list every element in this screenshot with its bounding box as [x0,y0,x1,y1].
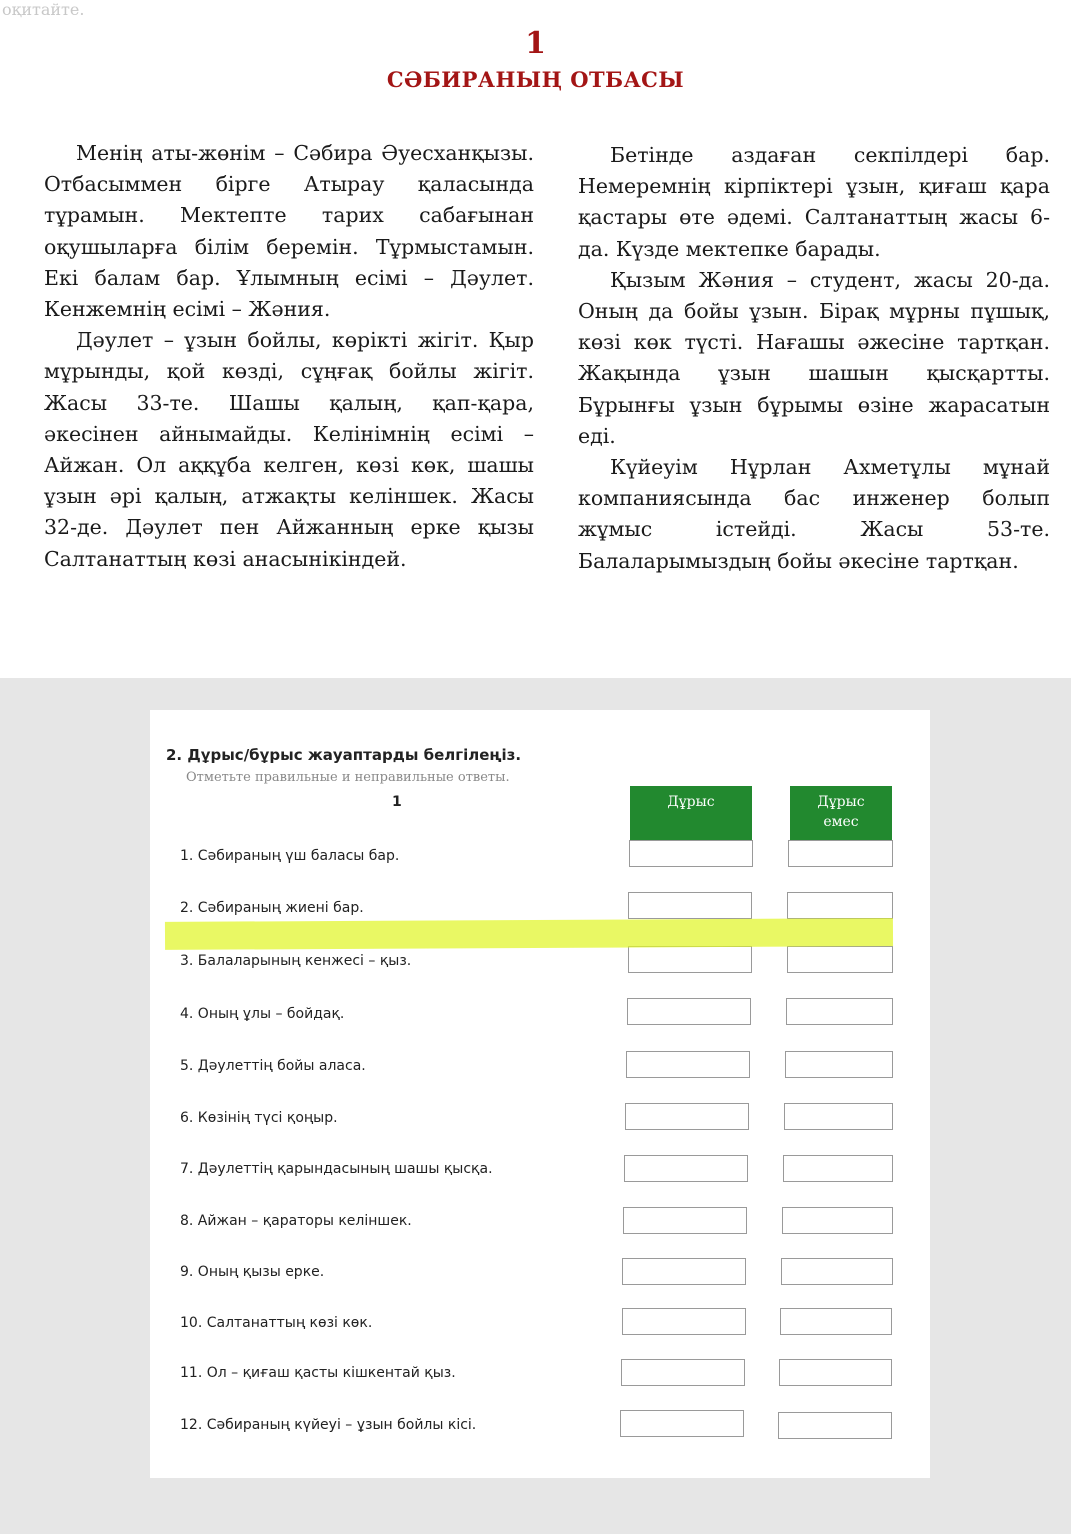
paragraph: Бетінде аздаған секпілдері бар. Немеремнің кірпіктері ұзын, қиғаш қара қастары өте әдемі. Салтанаттың жасы 6-да. Күзде мектепке барады. [578,143,1050,261]
statement-8: 8. Айжан – қараторы келіншек. [180,1213,412,1229]
answer-box-false-11[interactable] [779,1359,892,1386]
column-header-false-line2: емес [823,814,859,830]
statement-12: 12. Сәбираның күйеуі – ұзын бойлы кісі. [180,1417,477,1433]
exercise-heading: 2. Дұрыс/бұрыс жауаптарды белгілеңіз. [166,746,522,764]
worksheet [150,710,930,1478]
column-header-false-line1: Дұрыс [817,794,865,810]
statement-4: 4. Оның ұлы – бойдақ. [180,1006,345,1022]
answer-box-true-1[interactable] [629,840,753,867]
answer-box-true-7[interactable] [624,1155,748,1182]
paragraph: Қызым Жәния – студент, жасы 20-да. Оның да бойы ұзын. Бірақ мұрны пұшық, көзі көк түсті. Нағашы әжесіне тартқан. Жақында ұзын шашын қысқартты. Бұрынғы ұзын бұрымы өзіне жарасатын еді. [578,267,1050,448]
statement-1: 1. Сәбираның үш баласы бар. [180,848,400,864]
chapter-title: СӘБИРАНЫҢ ОТБАСЫ [386,67,685,92]
statement-6: 6. Көзінің түсі қоңыр. [180,1110,338,1126]
answer-box-true-9[interactable] [622,1258,746,1285]
corner-text: оқитайте. [2,0,85,19]
statement-7: 7. Дәулеттің қарындасының шашы қысқа. [180,1161,493,1177]
text-column-right [578,140,1050,577]
section-number: 1 [392,794,402,810]
answer-box-false-7[interactable] [783,1155,893,1182]
answer-box-true-2[interactable] [628,892,752,919]
statement-9: 9. Оның қызы ерке. [180,1264,325,1280]
paragraph: Күйеуім Нұрлан Ахметұлы мұнай компаниясында бас инженер болып жұмыс істейді. Жасы 53-те. Балаларымыздың бойы әкесіне тартқан. [578,455,1050,573]
statement-2: 2. Сәбираның жиені бар. [180,900,364,916]
answer-box-true-12[interactable] [620,1410,744,1437]
statement-11: 11. Ол – қиғаш қасты кішкентай қыз. [180,1365,456,1381]
answer-box-true-6[interactable] [625,1103,749,1130]
statement-10: 10. Салтанаттың көзі көк. [180,1315,373,1331]
highlighter-stroke [165,918,893,950]
answer-box-true-10[interactable] [622,1308,746,1335]
answer-box-true-4[interactable] [627,998,751,1025]
answer-box-false-2[interactable] [787,892,893,919]
column-header-true-label: Дұрыс [667,794,715,810]
answer-box-false-3[interactable] [787,946,893,973]
answer-box-false-12[interactable] [778,1412,892,1439]
statement-5: 5. Дәулеттің бойы аласа. [180,1058,366,1074]
answer-box-false-1[interactable] [788,840,893,867]
answer-box-false-10[interactable] [780,1308,892,1335]
paragraph: Дәулет – ұзын бойлы, көрікті жігіт. Қыр мұрынды, қой көзді, сұңғақ бойлы жігіт. Жасы 33-те. Шашы қалың, қап-қара, әкесінен айнымайды. Келінімнің есімі – Айжан. Ол аққұба келген, көзі көк, шашы ұзын әрі қалың, атжақты келіншек. Жасы 32-де. Дәулет пен Айжанның ерке қызы Салтанаттың көзі анасынікіндей. [44,328,534,571]
answer-box-false-9[interactable] [781,1258,893,1285]
answer-box-true-11[interactable] [621,1359,745,1386]
column-header-true [630,786,752,841]
answer-box-true-8[interactable] [623,1207,747,1234]
answer-box-true-3[interactable] [628,946,752,973]
answer-box-false-5[interactable] [785,1051,893,1078]
chapter-number: 1 [525,26,546,61]
paragraph: Менің аты-жөнім – Сәбира Әуесханқызы. Отбасыммен бірге Атырау қаласында тұрамын. Мектепте тарих сабағынан оқушыларға білім беремін. Тұрмыстамын. Екі балам бар. Ұлымның есімі – Дәулет. Кенжемнің есімі – Жәния. [44,141,534,322]
exercise-subheading: Отметьте правильные и неправильные ответы. [186,770,510,785]
statement-3: 3. Балаларының кенжесі – қыз. [180,953,412,969]
reading-page [0,0,1071,678]
column-header-false [790,786,892,841]
answer-box-true-5[interactable] [626,1051,750,1078]
answer-box-false-4[interactable] [786,998,893,1025]
answer-box-false-6[interactable] [784,1103,893,1130]
text-column-left [44,138,534,575]
answer-box-false-8[interactable] [782,1207,893,1234]
